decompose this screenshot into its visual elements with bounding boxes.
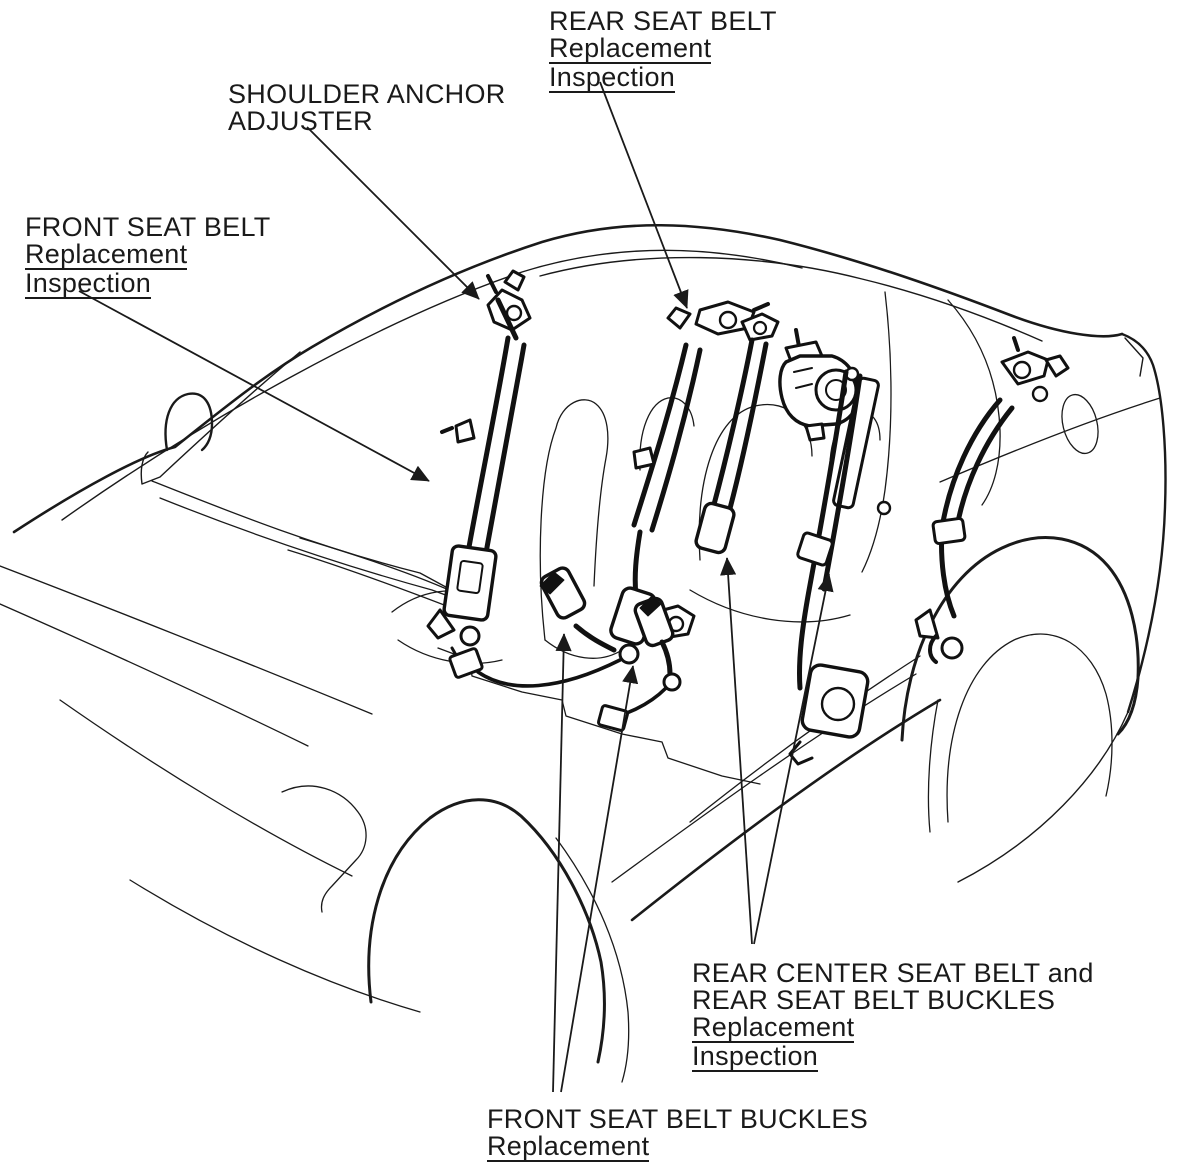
leader-rear-center-right <box>754 574 829 944</box>
link-front-seat-belt-inspection[interactable]: Inspection <box>25 268 152 298</box>
leader-shoulder-anchor-adjuster <box>307 127 479 299</box>
label-rear-center-seat-belt <box>692 960 1094 1072</box>
label-front-seat-belt-buckles <box>487 1106 868 1162</box>
front-seat-belt-drawing <box>428 271 530 662</box>
leader-front-buckle-right <box>561 666 633 1092</box>
label-rear-center-line2: REAR SEAT BELT BUCKLES <box>692 985 1056 1015</box>
link-rear-center-inspection[interactable]: Inspection <box>692 1041 819 1071</box>
link-front-buckles-replacement[interactable]: Replacement <box>487 1131 650 1161</box>
leader-front-seat-belt <box>79 291 429 481</box>
label-shoulder-anchor-line2: ADJUSTER <box>228 106 373 136</box>
label-rear-seat-belt <box>549 8 777 93</box>
leader-rear-center-left <box>727 558 752 944</box>
rear-right-seat-belt-drawing <box>916 338 1068 662</box>
label-front-seat-belt <box>25 214 271 299</box>
link-rear-seat-belt-replacement[interactable]: Replacement <box>549 33 712 63</box>
label-front-seat-belt-title: FRONT SEAT BELT <box>25 212 271 242</box>
link-front-seat-belt-replacement[interactable]: Replacement <box>25 239 188 269</box>
label-shoulder-anchor-adjuster <box>228 81 506 135</box>
car-body-outline <box>0 225 1166 1082</box>
rear-seat-belt-drawing <box>609 302 768 646</box>
label-rear-seat-belt-title: REAR SEAT BELT <box>549 6 777 36</box>
leader-front-buckle-left <box>553 634 564 1092</box>
label-rear-center-line1: REAR CENTER SEAT BELT and <box>692 958 1094 988</box>
link-rear-seat-belt-inspection[interactable]: Inspection <box>549 62 676 92</box>
label-front-buckles-title: FRONT SEAT BELT BUCKLES <box>487 1104 869 1134</box>
leader-rear-seat-belt <box>600 82 687 308</box>
rear-center-seat-belt-drawing <box>695 314 859 554</box>
label-shoulder-anchor-line1: SHOULDER ANCHOR <box>228 79 506 109</box>
link-rear-center-replacement[interactable]: Replacement <box>692 1012 855 1042</box>
